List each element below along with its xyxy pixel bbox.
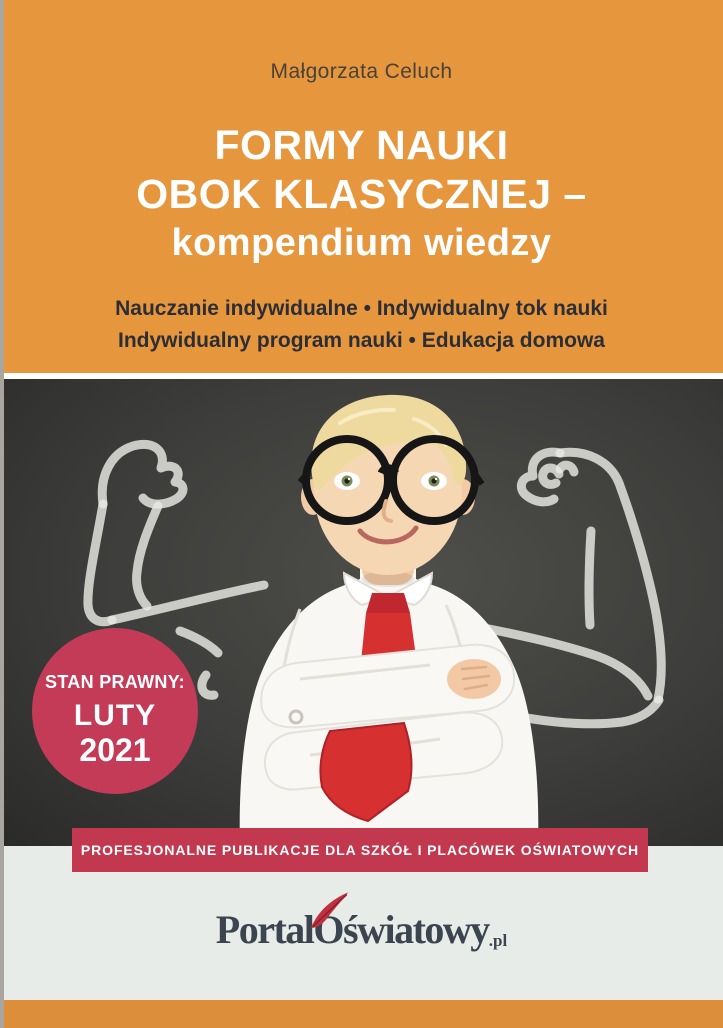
legal-status-badge [32, 628, 198, 794]
subtitle-line-2: Indywidualny program nauki • Edukacja domowa [118, 329, 605, 352]
publisher-banner [72, 828, 648, 872]
publisher-logo [0, 906, 723, 953]
badge-year: 2021 [79, 732, 151, 768]
book-title [0, 121, 723, 268]
author-name: Małgorzata Celuch [270, 60, 453, 83]
logo-text-oswiatowy: światowy [343, 907, 489, 952]
logo-letter-o: O [313, 907, 344, 952]
publisher-banner-text: PROFESJONALNE PUBLIKACJE DLA SZKÓŁ I PLACÓWEK OŚWIATOWYCH [80, 842, 640, 858]
subtitle-line-1: Nauczanie indywidualne • Indywidualny tok nauki [115, 297, 608, 320]
logo-dot: . [488, 931, 494, 950]
page-left-edge [0, 0, 4, 1028]
badge-month: LUTY [73, 699, 157, 732]
cover-header [0, 0, 723, 373]
title-line-2: OBOK KLASYCZNEJ – [136, 171, 587, 217]
logo-letter-o-wrap [313, 906, 343, 953]
logo-tld: pl [493, 931, 508, 950]
feather-icon [304, 890, 357, 934]
subtitle [0, 293, 723, 357]
logo-text-portal: Portal [215, 907, 314, 952]
title-line-3: kompendium wiedzy [171, 222, 552, 264]
badge-label: STAN PRAWNY: [45, 672, 185, 692]
hand [447, 659, 501, 699]
title-line-1: FORMY NAUKI [214, 122, 509, 168]
bottom-orange-band [0, 1000, 723, 1028]
